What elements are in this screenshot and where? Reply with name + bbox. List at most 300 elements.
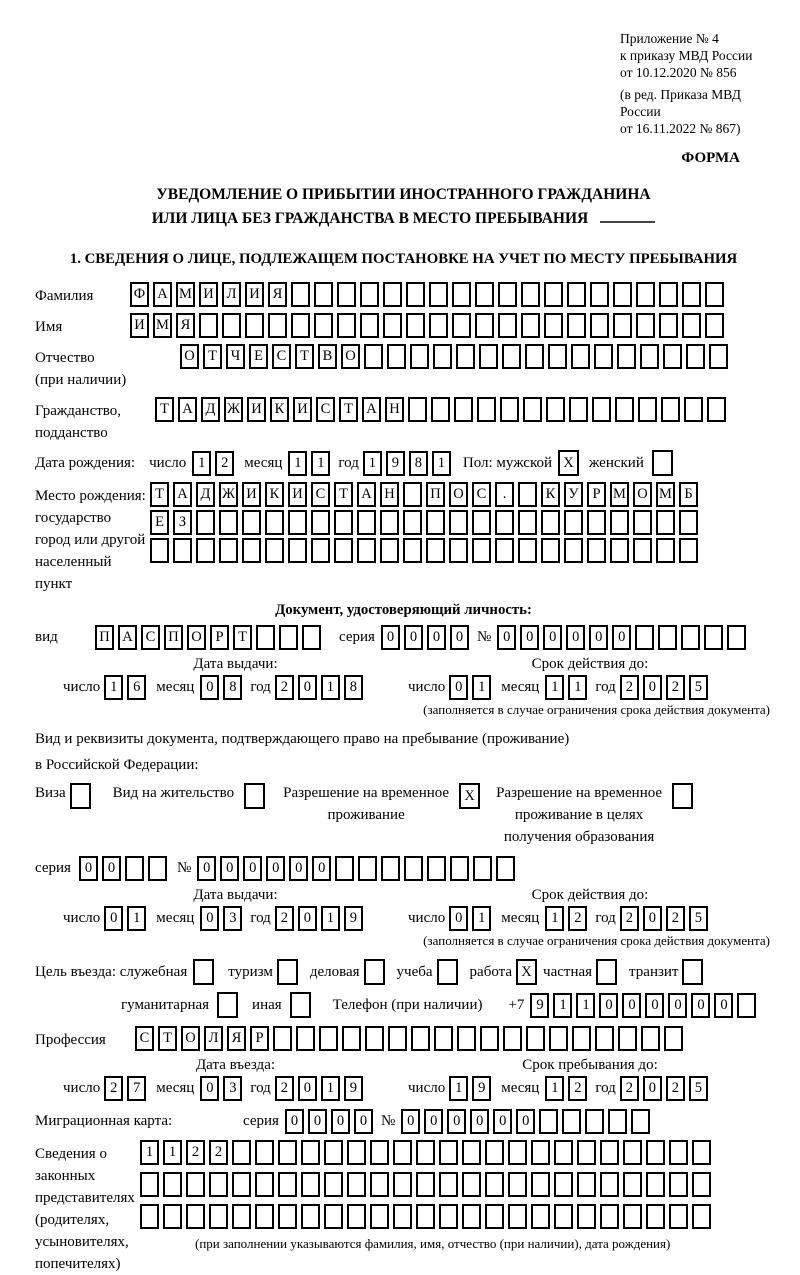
char-cell[interactable] bbox=[664, 1026, 683, 1051]
char-cell[interactable]: 1 bbox=[192, 451, 211, 476]
char-cell[interactable] bbox=[140, 1204, 159, 1229]
char-cell[interactable]: 0 bbox=[714, 993, 733, 1018]
char-cell[interactable]: 0 bbox=[622, 993, 641, 1018]
char-cell[interactable] bbox=[173, 538, 192, 563]
char-cell[interactable] bbox=[613, 282, 632, 307]
char-cell[interactable]: 0 bbox=[520, 625, 539, 650]
char-cell[interactable] bbox=[393, 1204, 412, 1229]
char-cell[interactable] bbox=[600, 1172, 619, 1197]
char-cell[interactable] bbox=[737, 993, 756, 1018]
char-cell[interactable] bbox=[635, 625, 654, 650]
char-cell[interactable] bbox=[232, 1204, 251, 1229]
char-cell[interactable]: 0 bbox=[427, 625, 446, 650]
char-cell[interactable] bbox=[475, 282, 494, 307]
char-cell[interactable]: Н bbox=[380, 482, 399, 507]
char-cell[interactable] bbox=[610, 538, 629, 563]
char-cell[interactable]: 0 bbox=[298, 906, 317, 931]
char-cell[interactable]: А bbox=[178, 397, 197, 422]
char-cell[interactable] bbox=[600, 1140, 619, 1165]
char-cell[interactable] bbox=[663, 344, 682, 369]
char-cell[interactable]: Ж bbox=[224, 397, 243, 422]
purpose-official-checkbox[interactable] bbox=[193, 959, 214, 985]
char-cell[interactable]: И bbox=[247, 397, 266, 422]
char-cell[interactable] bbox=[245, 313, 264, 338]
char-cell[interactable]: 2 bbox=[209, 1140, 228, 1165]
char-cell[interactable]: В bbox=[318, 344, 337, 369]
char-cell[interactable]: Т bbox=[203, 344, 222, 369]
char-cell[interactable]: 0 bbox=[449, 906, 468, 931]
char-cell[interactable]: 2 bbox=[666, 906, 685, 931]
char-cell[interactable] bbox=[199, 313, 218, 338]
char-cell[interactable]: С bbox=[272, 344, 291, 369]
char-cell[interactable]: О bbox=[341, 344, 360, 369]
purpose-business-checkbox[interactable] bbox=[364, 959, 385, 985]
char-cell[interactable] bbox=[544, 313, 563, 338]
char-cell[interactable]: 9 bbox=[386, 451, 405, 476]
char-cell[interactable] bbox=[615, 397, 634, 422]
char-cell[interactable]: . bbox=[495, 482, 514, 507]
char-cell[interactable] bbox=[692, 1140, 711, 1165]
char-cell[interactable] bbox=[278, 1172, 297, 1197]
char-cell[interactable] bbox=[324, 1204, 343, 1229]
char-cell[interactable]: 1 bbox=[321, 906, 340, 931]
char-cell[interactable]: 1 bbox=[127, 906, 146, 931]
char-cell[interactable]: 2 bbox=[666, 675, 685, 700]
char-cell[interactable] bbox=[454, 397, 473, 422]
char-cell[interactable]: Я bbox=[176, 313, 195, 338]
char-cell[interactable] bbox=[546, 397, 565, 422]
char-cell[interactable] bbox=[577, 1140, 596, 1165]
char-cell[interactable] bbox=[508, 1204, 527, 1229]
char-cell[interactable]: Л bbox=[204, 1026, 223, 1051]
char-cell[interactable]: М bbox=[656, 482, 675, 507]
char-cell[interactable] bbox=[592, 397, 611, 422]
char-cell[interactable]: Я bbox=[268, 282, 287, 307]
char-cell[interactable] bbox=[567, 282, 586, 307]
purpose-other-checkbox[interactable] bbox=[290, 992, 311, 1018]
temp-residence-checkbox[interactable]: X bbox=[459, 783, 480, 809]
char-cell[interactable]: П bbox=[426, 482, 445, 507]
char-cell[interactable] bbox=[383, 282, 402, 307]
char-cell[interactable] bbox=[498, 313, 517, 338]
char-cell[interactable] bbox=[623, 1140, 642, 1165]
char-cell[interactable] bbox=[426, 510, 445, 535]
char-cell[interactable] bbox=[449, 538, 468, 563]
char-cell[interactable]: Р bbox=[250, 1026, 269, 1051]
char-cell[interactable] bbox=[548, 344, 567, 369]
char-cell[interactable] bbox=[477, 397, 496, 422]
char-cell[interactable] bbox=[503, 1026, 522, 1051]
char-cell[interactable]: 0 bbox=[612, 625, 631, 650]
char-cell[interactable] bbox=[707, 397, 726, 422]
char-cell[interactable]: 1 bbox=[545, 675, 564, 700]
char-cell[interactable]: 0 bbox=[691, 993, 710, 1018]
char-cell[interactable] bbox=[485, 1140, 504, 1165]
char-cell[interactable] bbox=[727, 625, 746, 650]
char-cell[interactable] bbox=[125, 856, 144, 881]
char-cell[interactable]: С bbox=[141, 625, 160, 650]
char-cell[interactable] bbox=[594, 344, 613, 369]
residence-permit-checkbox[interactable] bbox=[244, 783, 265, 809]
char-cell[interactable]: 1 bbox=[576, 993, 595, 1018]
char-cell[interactable] bbox=[163, 1204, 182, 1229]
char-cell[interactable]: П bbox=[95, 625, 114, 650]
char-cell[interactable] bbox=[360, 313, 379, 338]
char-cell[interactable] bbox=[567, 313, 586, 338]
char-cell[interactable] bbox=[618, 1026, 637, 1051]
char-cell[interactable] bbox=[311, 538, 330, 563]
char-cell[interactable] bbox=[416, 1204, 435, 1229]
char-cell[interactable] bbox=[617, 344, 636, 369]
char-cell[interactable] bbox=[255, 1172, 274, 1197]
char-cell[interactable] bbox=[495, 510, 514, 535]
char-cell[interactable]: Д bbox=[196, 482, 215, 507]
char-cell[interactable]: 0 bbox=[643, 675, 662, 700]
char-cell[interactable]: 1 bbox=[104, 675, 123, 700]
char-cell[interactable]: Л bbox=[222, 282, 241, 307]
char-cell[interactable] bbox=[219, 538, 238, 563]
char-cell[interactable]: Ж bbox=[219, 482, 238, 507]
char-cell[interactable]: 0 bbox=[589, 625, 608, 650]
char-cell[interactable]: А bbox=[357, 482, 376, 507]
char-cell[interactable] bbox=[196, 510, 215, 535]
char-cell[interactable] bbox=[314, 313, 333, 338]
char-cell[interactable] bbox=[393, 1172, 412, 1197]
char-cell[interactable] bbox=[633, 510, 652, 535]
char-cell[interactable]: 2 bbox=[666, 1076, 685, 1101]
char-cell[interactable] bbox=[406, 282, 425, 307]
char-cell[interactable] bbox=[342, 1026, 361, 1051]
char-cell[interactable] bbox=[631, 1109, 650, 1134]
char-cell[interactable] bbox=[590, 313, 609, 338]
char-cell[interactable] bbox=[370, 1204, 389, 1229]
char-cell[interactable] bbox=[623, 1172, 642, 1197]
char-cell[interactable] bbox=[684, 397, 703, 422]
char-cell[interactable]: 1 bbox=[472, 675, 491, 700]
char-cell[interactable]: С bbox=[311, 482, 330, 507]
char-cell[interactable] bbox=[704, 625, 723, 650]
char-cell[interactable] bbox=[242, 538, 261, 563]
char-cell[interactable]: 8 bbox=[223, 675, 242, 700]
char-cell[interactable]: О bbox=[180, 344, 199, 369]
char-cell[interactable] bbox=[681, 625, 700, 650]
char-cell[interactable]: И bbox=[199, 282, 218, 307]
char-cell[interactable] bbox=[572, 1026, 591, 1051]
char-cell[interactable] bbox=[479, 344, 498, 369]
char-cell[interactable]: 2 bbox=[275, 675, 294, 700]
char-cell[interactable]: 0 bbox=[220, 856, 239, 881]
char-cell[interactable]: 1 bbox=[140, 1140, 159, 1165]
char-cell[interactable] bbox=[472, 510, 491, 535]
char-cell[interactable]: 0 bbox=[298, 675, 317, 700]
char-cell[interactable]: 0 bbox=[447, 1109, 466, 1134]
char-cell[interactable] bbox=[590, 282, 609, 307]
char-cell[interactable] bbox=[554, 1204, 573, 1229]
char-cell[interactable] bbox=[416, 1172, 435, 1197]
char-cell[interactable]: Я bbox=[227, 1026, 246, 1051]
char-cell[interactable] bbox=[462, 1204, 481, 1229]
char-cell[interactable] bbox=[209, 1204, 228, 1229]
char-cell[interactable] bbox=[577, 1204, 596, 1229]
temp-residence-edu-checkbox[interactable] bbox=[672, 783, 693, 809]
char-cell[interactable] bbox=[641, 1026, 660, 1051]
char-cell[interactable] bbox=[531, 1172, 550, 1197]
char-cell[interactable] bbox=[521, 313, 540, 338]
char-cell[interactable]: 5 bbox=[689, 906, 708, 931]
char-cell[interactable] bbox=[587, 538, 606, 563]
char-cell[interactable] bbox=[365, 1026, 384, 1051]
char-cell[interactable]: М bbox=[610, 482, 629, 507]
char-cell[interactable]: Б bbox=[679, 482, 698, 507]
char-cell[interactable] bbox=[370, 1172, 389, 1197]
char-cell[interactable]: 0 bbox=[312, 856, 331, 881]
char-cell[interactable]: 1 bbox=[311, 451, 330, 476]
char-cell[interactable]: 1 bbox=[432, 451, 451, 476]
char-cell[interactable]: И bbox=[245, 282, 264, 307]
char-cell[interactable]: 0 bbox=[404, 625, 423, 650]
char-cell[interactable]: 0 bbox=[643, 1076, 662, 1101]
char-cell[interactable] bbox=[577, 1172, 596, 1197]
char-cell[interactable] bbox=[595, 1026, 614, 1051]
char-cell[interactable]: 2 bbox=[275, 906, 294, 931]
char-cell[interactable] bbox=[324, 1172, 343, 1197]
char-cell[interactable] bbox=[640, 344, 659, 369]
char-cell[interactable]: А bbox=[153, 282, 172, 307]
char-cell[interactable] bbox=[196, 538, 215, 563]
char-cell[interactable]: 0 bbox=[497, 625, 516, 650]
char-cell[interactable]: 0 bbox=[401, 1109, 420, 1134]
purpose-tourism-checkbox[interactable] bbox=[277, 959, 298, 985]
char-cell[interactable]: 9 bbox=[344, 1076, 363, 1101]
char-cell[interactable]: 0 bbox=[266, 856, 285, 881]
char-cell[interactable]: Д bbox=[201, 397, 220, 422]
char-cell[interactable] bbox=[291, 282, 310, 307]
char-cell[interactable] bbox=[301, 1172, 320, 1197]
char-cell[interactable] bbox=[150, 538, 169, 563]
char-cell[interactable] bbox=[387, 344, 406, 369]
char-cell[interactable] bbox=[656, 510, 675, 535]
char-cell[interactable]: И bbox=[288, 482, 307, 507]
char-cell[interactable] bbox=[388, 1026, 407, 1051]
char-cell[interactable]: 2 bbox=[275, 1076, 294, 1101]
char-cell[interactable]: У bbox=[564, 482, 583, 507]
char-cell[interactable] bbox=[416, 1140, 435, 1165]
char-cell[interactable] bbox=[518, 538, 537, 563]
char-cell[interactable] bbox=[500, 397, 519, 422]
char-cell[interactable]: 1 bbox=[472, 906, 491, 931]
char-cell[interactable] bbox=[268, 313, 287, 338]
char-cell[interactable]: О bbox=[181, 1026, 200, 1051]
char-cell[interactable]: С bbox=[316, 397, 335, 422]
char-cell[interactable] bbox=[403, 538, 422, 563]
char-cell[interactable] bbox=[434, 1026, 453, 1051]
char-cell[interactable] bbox=[523, 397, 542, 422]
char-cell[interactable]: А bbox=[362, 397, 381, 422]
char-cell[interactable]: 8 bbox=[409, 451, 428, 476]
char-cell[interactable]: 1 bbox=[553, 993, 572, 1018]
char-cell[interactable] bbox=[452, 313, 471, 338]
char-cell[interactable] bbox=[669, 1140, 688, 1165]
char-cell[interactable] bbox=[393, 1140, 412, 1165]
char-cell[interactable] bbox=[456, 344, 475, 369]
char-cell[interactable]: И bbox=[130, 313, 149, 338]
char-cell[interactable]: Т bbox=[295, 344, 314, 369]
char-cell[interactable] bbox=[518, 510, 537, 535]
char-cell[interactable] bbox=[335, 856, 354, 881]
char-cell[interactable] bbox=[301, 1204, 320, 1229]
char-cell[interactable] bbox=[403, 510, 422, 535]
char-cell[interactable]: Ч bbox=[226, 344, 245, 369]
char-cell[interactable] bbox=[658, 625, 677, 650]
char-cell[interactable] bbox=[431, 397, 450, 422]
char-cell[interactable] bbox=[541, 510, 560, 535]
char-cell[interactable]: 9 bbox=[344, 906, 363, 931]
char-cell[interactable]: И bbox=[242, 482, 261, 507]
char-cell[interactable]: К bbox=[265, 482, 284, 507]
char-cell[interactable] bbox=[692, 1172, 711, 1197]
char-cell[interactable] bbox=[495, 538, 514, 563]
char-cell[interactable] bbox=[452, 282, 471, 307]
char-cell[interactable]: 1 bbox=[163, 1140, 182, 1165]
purpose-private-checkbox[interactable] bbox=[596, 959, 617, 985]
char-cell[interactable] bbox=[347, 1140, 366, 1165]
char-cell[interactable] bbox=[610, 510, 629, 535]
gender-female-checkbox[interactable] bbox=[652, 450, 673, 476]
char-cell[interactable] bbox=[541, 538, 560, 563]
char-cell[interactable]: 1 bbox=[321, 675, 340, 700]
char-cell[interactable]: Т bbox=[334, 482, 353, 507]
char-cell[interactable] bbox=[633, 538, 652, 563]
char-cell[interactable] bbox=[383, 313, 402, 338]
char-cell[interactable]: 2 bbox=[104, 1076, 123, 1101]
char-cell[interactable]: М bbox=[153, 313, 172, 338]
char-cell[interactable] bbox=[219, 510, 238, 535]
char-cell[interactable] bbox=[334, 538, 353, 563]
char-cell[interactable] bbox=[539, 1109, 558, 1134]
char-cell[interactable] bbox=[457, 1026, 476, 1051]
char-cell[interactable]: 1 bbox=[568, 675, 587, 700]
char-cell[interactable] bbox=[569, 397, 588, 422]
char-cell[interactable] bbox=[498, 282, 517, 307]
char-cell[interactable]: 2 bbox=[620, 906, 639, 931]
char-cell[interactable] bbox=[411, 1026, 430, 1051]
char-cell[interactable]: А bbox=[173, 482, 192, 507]
char-cell[interactable]: 7 bbox=[127, 1076, 146, 1101]
char-cell[interactable] bbox=[358, 856, 377, 881]
char-cell[interactable]: 9 bbox=[472, 1076, 491, 1101]
char-cell[interactable]: Е bbox=[150, 510, 169, 535]
char-cell[interactable] bbox=[682, 282, 701, 307]
char-cell[interactable] bbox=[404, 856, 423, 881]
char-cell[interactable]: О bbox=[449, 482, 468, 507]
char-cell[interactable] bbox=[531, 1204, 550, 1229]
char-cell[interactable]: 1 bbox=[363, 451, 382, 476]
char-cell[interactable] bbox=[554, 1140, 573, 1165]
char-cell[interactable]: 9 bbox=[530, 993, 549, 1018]
char-cell[interactable]: 6 bbox=[127, 675, 146, 700]
char-cell[interactable] bbox=[508, 1140, 527, 1165]
char-cell[interactable]: 2 bbox=[186, 1140, 205, 1165]
char-cell[interactable]: 5 bbox=[689, 675, 708, 700]
char-cell[interactable] bbox=[669, 1172, 688, 1197]
char-cell[interactable] bbox=[587, 510, 606, 535]
char-cell[interactable] bbox=[381, 856, 400, 881]
char-cell[interactable]: 2 bbox=[568, 1076, 587, 1101]
char-cell[interactable] bbox=[669, 1204, 688, 1229]
char-cell[interactable] bbox=[242, 510, 261, 535]
char-cell[interactable]: 0 bbox=[450, 625, 469, 650]
char-cell[interactable] bbox=[291, 313, 310, 338]
char-cell[interactable]: Ф bbox=[130, 282, 149, 307]
char-cell[interactable]: 0 bbox=[200, 906, 219, 931]
char-cell[interactable] bbox=[255, 1140, 274, 1165]
char-cell[interactable]: С bbox=[472, 482, 491, 507]
char-cell[interactable] bbox=[636, 313, 655, 338]
char-cell[interactable]: 0 bbox=[289, 856, 308, 881]
char-cell[interactable]: 0 bbox=[104, 906, 123, 931]
char-cell[interactable]: 5 bbox=[689, 1076, 708, 1101]
char-cell[interactable] bbox=[403, 482, 422, 507]
char-cell[interactable] bbox=[408, 397, 427, 422]
char-cell[interactable] bbox=[429, 313, 448, 338]
char-cell[interactable]: Т bbox=[339, 397, 358, 422]
char-cell[interactable]: 0 bbox=[200, 675, 219, 700]
char-cell[interactable]: О bbox=[633, 482, 652, 507]
char-cell[interactable] bbox=[636, 282, 655, 307]
char-cell[interactable] bbox=[433, 344, 452, 369]
char-cell[interactable] bbox=[508, 1172, 527, 1197]
char-cell[interactable] bbox=[265, 510, 284, 535]
char-cell[interactable]: 0 bbox=[449, 675, 468, 700]
char-cell[interactable]: 2 bbox=[620, 675, 639, 700]
char-cell[interactable] bbox=[450, 856, 469, 881]
char-cell[interactable]: С bbox=[135, 1026, 154, 1051]
char-cell[interactable] bbox=[682, 313, 701, 338]
char-cell[interactable]: 0 bbox=[308, 1109, 327, 1134]
char-cell[interactable]: 0 bbox=[102, 856, 121, 881]
char-cell[interactable] bbox=[656, 538, 675, 563]
char-cell[interactable]: 0 bbox=[470, 1109, 489, 1134]
char-cell[interactable]: 0 bbox=[645, 993, 664, 1018]
char-cell[interactable]: 0 bbox=[566, 625, 585, 650]
char-cell[interactable]: 0 bbox=[643, 906, 662, 931]
char-cell[interactable] bbox=[439, 1140, 458, 1165]
char-cell[interactable] bbox=[209, 1172, 228, 1197]
char-cell[interactable] bbox=[475, 313, 494, 338]
char-cell[interactable] bbox=[549, 1026, 568, 1051]
char-cell[interactable]: 0 bbox=[381, 625, 400, 650]
char-cell[interactable] bbox=[406, 313, 425, 338]
char-cell[interactable] bbox=[485, 1172, 504, 1197]
char-cell[interactable]: Т bbox=[155, 397, 174, 422]
char-cell[interactable]: 0 bbox=[331, 1109, 350, 1134]
char-cell[interactable] bbox=[337, 313, 356, 338]
char-cell[interactable] bbox=[531, 1140, 550, 1165]
purpose-transit-checkbox[interactable] bbox=[682, 959, 703, 985]
purpose-humanitarian-checkbox[interactable] bbox=[217, 992, 238, 1018]
char-cell[interactable] bbox=[347, 1204, 366, 1229]
char-cell[interactable]: И bbox=[293, 397, 312, 422]
char-cell[interactable]: 1 bbox=[545, 906, 564, 931]
char-cell[interactable] bbox=[186, 1204, 205, 1229]
char-cell[interactable]: Т bbox=[150, 482, 169, 507]
char-cell[interactable] bbox=[380, 510, 399, 535]
char-cell[interactable]: 0 bbox=[79, 856, 98, 881]
char-cell[interactable] bbox=[301, 1140, 320, 1165]
char-cell[interactable] bbox=[608, 1109, 627, 1134]
char-cell[interactable]: 3 bbox=[223, 1076, 242, 1101]
char-cell[interactable]: 0 bbox=[516, 1109, 535, 1134]
